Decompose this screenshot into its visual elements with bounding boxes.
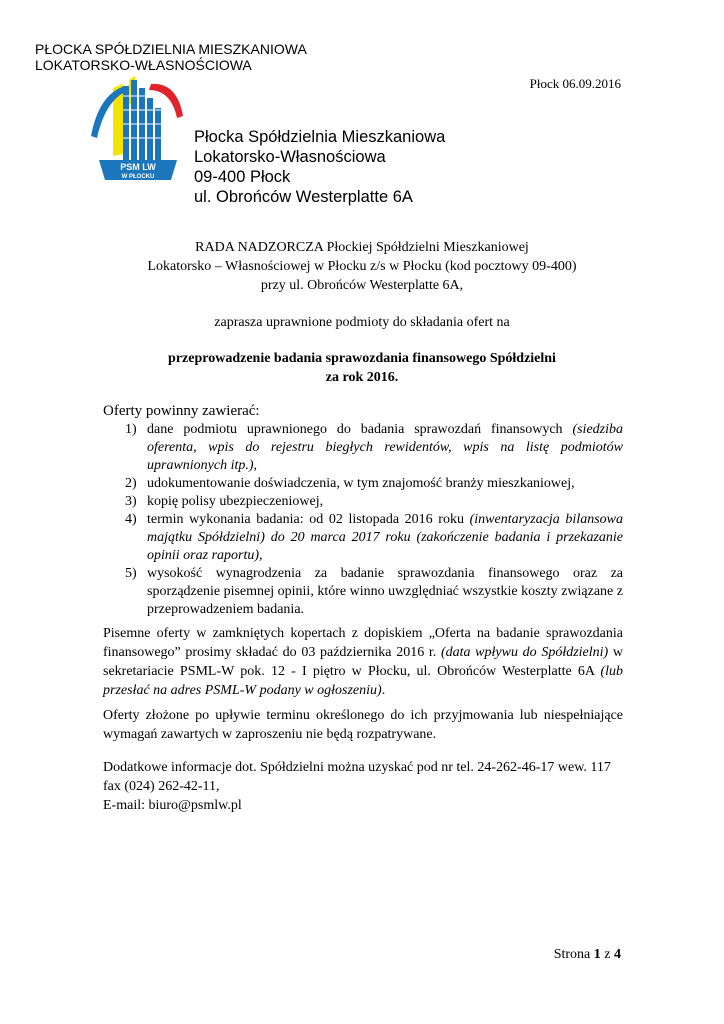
list-item-number: 2) [125,476,137,491]
submission-end: . [381,683,386,698]
list-item-text: dane podmiotu uprawnionego do badania sprawozdań finansowych [147,422,563,437]
list-item-number: 3) [125,494,137,509]
intro-line-2: Lokatorsko – Własnościowej w Płocku z/s w Płocku (kod pocztowy 09-400) [147,259,577,274]
list-item-number: 5) [125,566,137,581]
address-line-3: 09-400 Płock [194,168,291,186]
list-item [103,565,623,619]
list-item-text: kopię polisy ubezpieczeniowej, [147,494,324,509]
intro-line-1: RADA NADZORCZA Płockiej Spółdzielni Mieszkaniowej [195,240,529,255]
page-total: 4 [614,947,621,962]
address-line-1: Płocka Spółdzielnia Mieszkaniowa [194,128,446,146]
logo-text-top: PSM LW [120,162,156,172]
contact-block [103,758,623,815]
submission-note-1: (data wpływu do Spółdzielni) [440,645,609,660]
list-item [103,493,623,511]
offers-heading: Oferty powinny zawierać: [103,403,260,419]
submission-note-2: (lub przesłać na adres PSML-W podany w ogłoszeniu) [103,664,624,698]
header-line-1: PŁOCKA SPÓŁDZIELNIA MIESZKANIOWA [35,41,307,57]
intro-block [100,238,624,295]
subject-line-2: za rok 2016. [325,370,399,385]
address-line-4: ul. Obrońców Westerplatte 6A [194,188,413,206]
list-item-note: (inwentaryzacja bilansowa majątku Spółdzielni) do 20 marca 2017 roku (zakończenie badania i przekazanie opinii oraz raportu), [147,512,623,563]
psm-logo [85,76,187,186]
contact-fax: fax (024) 262-42-11, [103,779,220,794]
invitation-text: zaprasza uprawnione podmioty do składania ofert na [214,315,510,330]
rejection-paragraph: Oferty złożone po upływie terminu określonego do ich przyjmowania lub niespełniające wymagań zawartych w zaproszeniu nie będą rozpatrywane. [103,708,623,742]
list-item-text: termin wykonania badania: od 02 listopada 2016 roku [147,512,464,527]
page-prefix: Strona [553,947,591,962]
list-item [103,511,623,565]
page-current: 1 [593,947,601,962]
contact-email: E-mail: biuro@psmlw.pl [103,798,242,813]
offers-list [103,421,623,619]
header-line-2: LOKATORSKO-WŁASNOŚCIOWA [35,57,252,73]
submission-paragraph [103,624,623,700]
sender-address [194,127,445,207]
subject-line-1: przeprowadzenie badania sprawozdania finansowego Spółdzielni [168,351,556,366]
intro-line-3: przy ul. Obrońców Westerplatte 6A, [260,278,464,293]
list-item-text: wysokość wynagrodzenia za badanie sprawozdania finansowego oraz za sporządzenie pisemnej opinii, które winno uwzględniać wszystkie koszty związane z przeprowadzeniem badania. [147,566,623,617]
document-header [35,41,307,73]
document-date: Płock 06.09.2016 [529,76,621,91]
list-item-number: 4) [125,512,137,527]
submission-text: Pisemne oferty w zamkniętych kopertach z dopiskiem „Oferta na badanie sprawozdania finansowego” prosimy składać do 03 października 2016 r. [103,626,623,660]
submission-text-2: w sekretariacie PSML-W pok. 12 - I piętro w Płocku, ul. Obrońców Westerplatte 6A [103,645,624,679]
list-item-text: udokumentowanie doświadczenia, w tym znajomość branży mieszkaniowej, [147,476,575,491]
page-number [554,947,621,963]
list-item-note: (siedziba oferenta, wpis do rejestru biegłych rewidentów, wpis na listę podmiotów uprawnionych itp.), [147,422,623,473]
list-item [103,421,623,475]
list-item [103,475,623,493]
address-line-2: Lokatorsko-Własnościowa [194,148,386,166]
list-item-number: 1) [125,422,137,437]
page-separator: z [604,947,611,962]
logo-text-bottom: W PŁOCKU [121,174,155,180]
contact-phone: Dodatkowe informacje dot. Spółdzielni można uzyskać pod nr tel. 24-262-46-17 wew. 117 [103,760,611,775]
subject-block [100,349,624,387]
logo-graphic [85,76,187,186]
